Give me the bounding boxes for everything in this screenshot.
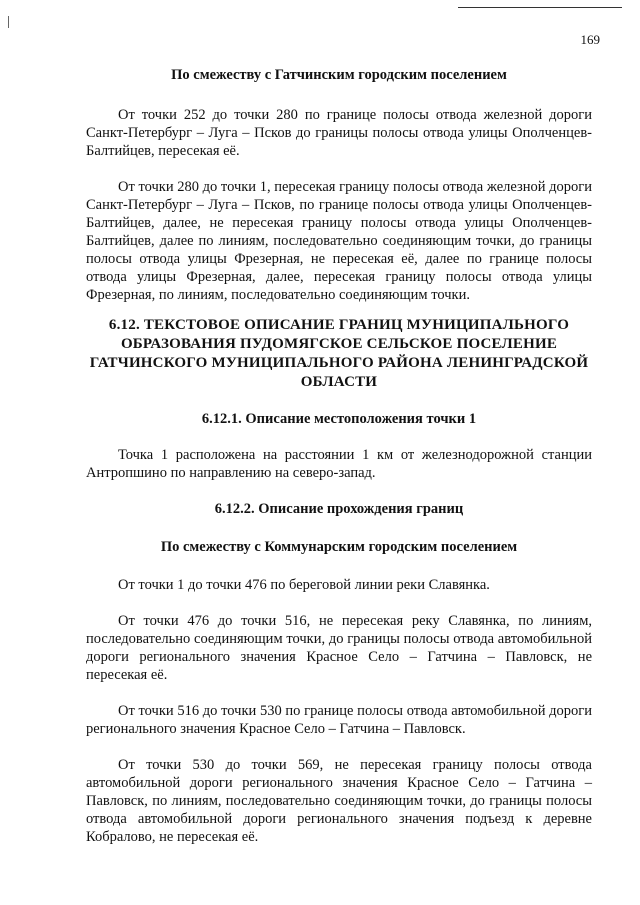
paragraph-476-516: От точки 476 до точки 516, не пересекая реку Славянка, по линиям, последовательно соединяющим точки, до границы полосы отвода автомобильной дороги регионального значения Красное Село – Гатчина – Павловск, не пересекая её. [86,613,592,683]
scan-mark [8,16,9,28]
paragraph-1-476: От точки 1 до точки 476 по береговой линии реки Славянка. [118,577,490,593]
paragraph-point-1: Точка 1 расположена на расстоянии 1 км от железнодорожной станции Антропшино по направлению на северо-запад. [86,447,592,481]
heading-6-12-1: 6.12.1. Описание местоположения точки 1 [201,411,477,427]
section-title-6-12: 6.12. ТЕКСТОВОЕ ОПИСАНИЕ ГРАНИЦ МУНИЦИПАЛЬНОГО ОБРАЗОВАНИЯ ПУДОМЯГСКОЕ СЕЛЬСКОЕ ПОСЕЛЕНИЕ ГАТЧИНСКОГО МУНИЦИПАЛЬНОГО РАЙОНА ЛЕНИНГРАДСКОЙ ОБЛАСТИ [89,317,589,390]
paragraph-252-280: От точки 252 до точки 280 по границе полосы отвода железной дороги Санкт-Петербург – Луга – Псков до границы полосы отвода улицы Ополченцев-Балтийцев, пересекая её. [86,107,592,159]
page-number: 169 [580,32,600,47]
top-rule [458,7,622,8]
heading-6-12-2: 6.12.2. Описание прохождения границ [214,501,464,517]
heading-kommunar: По смежеству с Коммунарским городским поселением [160,539,518,555]
paragraph-280-1: От точки 280 до точки 1, пересекая границу полосы отвода железной дороги Санкт-Петербург – Луга – Псков, по границе полосы отвода улицы Ополченцев-Балтийцев, далее, не пересекая границу полосы отвода улицы Ополченцев-Балтийцев, далее по линиям, последовательно соединяющим точки, до границы полосы отвода улицы Фрезерная, не пересекая её, далее по границе полосы отвода улицы Фрезерная, далее, пересекая границу полосы отвода улицы Фрезерная, по линиям, последовательно соединяющим точки. [86,179,592,303]
document-body [86,64,592,846]
heading-gatchina: По смежеству с Гатчинским городским поселением [171,67,507,83]
paragraph-516-530: От точки 516 до точки 530 по границе полосы отвода автомобильной дороги регионального значения Красное Село – Гатчина – Павловск. [86,703,592,737]
paragraph-530-569: От точки 530 до точки 569, не пересекая границу полосы отвода автомобильной дороги регионального значения Красное Село – Гатчина – Павловск, по линиям, последовательно соединяющим точки, до границы полосы отвода автомобильной дороги регионального значения подъезд к деревне Кобралово, не пересекая её. [86,757,592,845]
